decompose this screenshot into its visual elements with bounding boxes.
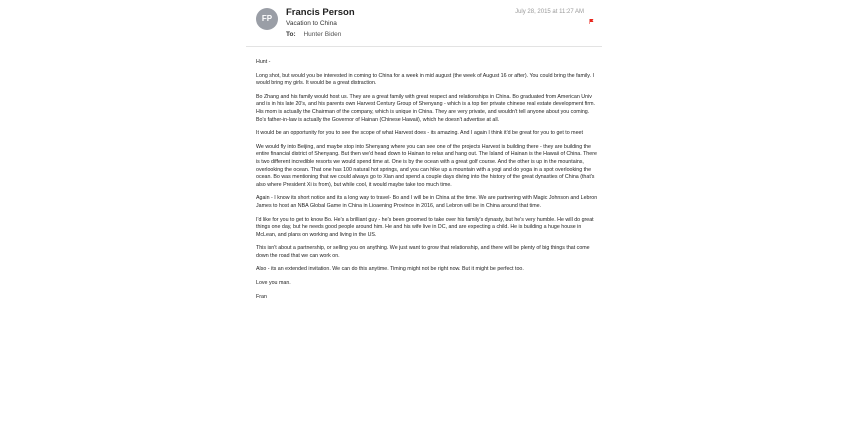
- email-paragraph: I'd like for you to get to know Bo. He's a brilliant guy - he's been groomed to take over his family's dynasty, but he's very humble. He will do great things one day, but he needs good people around him. He and his wife live in DC, and are expecting a child. He is building a huge house in McLean, and plans on working and living in the US.: [256, 216, 594, 238]
- email-message: [246, 2, 602, 422]
- email-paragraph: Again - I know its short notice and its a long way to travel- Bo and I will be in China at the time. We are partnering with Magic Johnson and Lebron James to host an NBA Global Game in China in Lioaening Province in 2016, and Lebron will be in China around that time.: [256, 195, 598, 209]
- email-paragraph: Also - its an extended invitation. We can do this anytime. Timing might not be right now. But it might be perfect too.: [256, 266, 524, 273]
- avatar[interactable]: FP: [256, 8, 278, 30]
- sender-name[interactable]: Francis Person: [286, 7, 355, 18]
- email-date: July 28, 2015 at 11:27 AM: [515, 9, 584, 15]
- to-label: To:: [286, 31, 296, 38]
- email-subject: Vacation to China: [286, 20, 337, 27]
- email-paragraph: Love you man.: [256, 280, 291, 287]
- email-paragraph: Hunt -: [256, 59, 271, 65]
- email-paragraph: This isn't about a partnership, or selling you on anything. We just want to grow that relationship, and there will be plenty of big things that come down the road that we can work on.: [256, 245, 590, 259]
- recipient-name[interactable]: Hunter Biden: [303, 31, 342, 38]
- email-paragraph: We would fly into Beijing, and maybe stop into Shenyang where you can see one of the projects Harvest is building there - they are building the entire financial district of Shenyang. But then we'd head down to Hainan to relax and hang out. The Island of Hainan is the Hawaii of China. There is two different incredible resorts we would spend time at. One is by the ocean with a great golf course. And the other is up in the mountains, overlooking the ocean. That one has 100 natural hot springs, and you can hike up a mountain with a yogi and do yoga in a spot overlooking the ocean. Bo was mentioning that we could always go to Xian and spend a couple days diving into the history of the great dynasties of China (that's also where President Xi is from), but while cool, it would maybe take too much time.: [256, 143, 597, 188]
- flag-icon[interactable]: [589, 19, 594, 24]
- email-paragraph: Fran: [256, 293, 267, 300]
- recipient-line: [286, 31, 341, 38]
- email-header: [246, 2, 602, 47]
- email-paragraph: Long shot, but would you be interested in coming to China for a week in mid august (the week of August 16 or after). You could bring the family. I would bring my girls. It would be a great distraction.: [256, 72, 594, 87]
- email-body: [256, 59, 600, 307]
- email-paragraph: It would be an opportunity for you to see the scope of what Harvest does - its amazing. And I again I think it'd be great for you to get to meet: [256, 130, 583, 137]
- email-paragraph: Bo Zhang and his family would host us. They are a great family with great respect and relationships in China. Bo graduated from American Univ and is in his late 20's, and his parents own Harvest Century Group of Shenyang - which is a top tier private chinese real estate development firm. His mom is actually the Chairman of the company, which is unique in China. They are very private, and wouldn't tell anyone about you coming. Bo's father-in-law is actually the Governor of Hainan (Chinese Hawaii), which he doesn't advertise at all.: [256, 93, 596, 123]
